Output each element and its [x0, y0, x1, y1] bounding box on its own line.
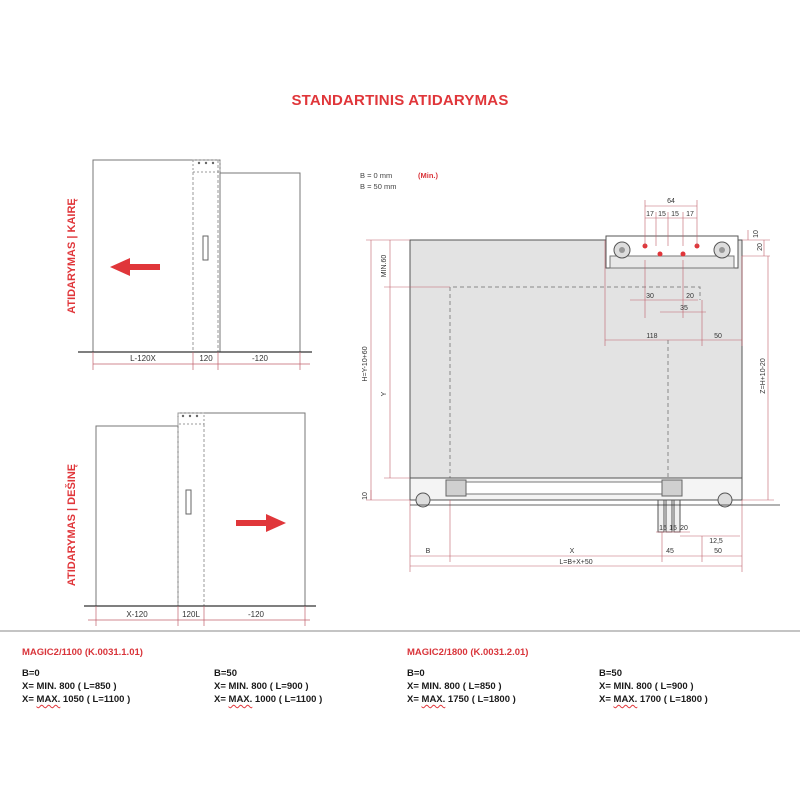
rail-inner	[466, 482, 662, 494]
spec-xmin: X= MIN. 800 ( L=900 )	[599, 681, 694, 692]
dim-118: 118	[646, 333, 658, 340]
spec-xmin: X= MIN. 800 ( L=900 )	[214, 681, 309, 692]
model-heading: MAGIC2/1800 (K.0031.2.01)	[407, 647, 529, 658]
dim-35: 35	[680, 305, 688, 312]
detail-drawing	[360, 171, 780, 572]
spec-xmax-word: MAX.	[228, 694, 253, 705]
spec-b: B=50	[599, 668, 622, 679]
spec-xmax-rest: 1000 ( L=1100 )	[252, 694, 323, 705]
dim-y: Y	[381, 391, 388, 397]
dim-h: H=Y-10+60	[362, 346, 369, 382]
spec-xmin: X= MIN. 800 ( L=850 )	[22, 681, 117, 692]
dim-50-lower: 50	[714, 548, 722, 555]
spec-xmax-rest: 1700 ( L=1800 )	[637, 694, 708, 705]
door-handle	[203, 236, 208, 260]
dim-z: Z=H+10-20	[760, 358, 767, 394]
page-title: STANDARTINIS ATIDARYMAS	[291, 92, 509, 109]
spec-block	[407, 646, 528, 706]
spec-xmax-prefix: X=	[214, 694, 229, 705]
arrow-left-icon	[110, 258, 160, 276]
spec-xmax	[22, 693, 143, 706]
dim-min60: MIN.60	[381, 254, 388, 278]
spec-b: B=0	[407, 668, 425, 679]
door-panel	[93, 160, 220, 352]
dim-15-foot-a: 15	[659, 525, 667, 532]
bolt	[189, 415, 191, 417]
dim-50-upper: 50	[714, 333, 722, 340]
bolt	[196, 415, 198, 417]
dim-20-foot: 20	[680, 525, 688, 532]
note-b0: B = 0 mm	[360, 171, 393, 180]
spec-xmax-rest: 1750 ( L=1800 )	[445, 694, 516, 705]
dim-17a: 17	[646, 211, 654, 218]
spec-xmax-prefix: X=	[407, 694, 422, 705]
note-min: (Min.)	[418, 171, 438, 180]
arrow-right-icon	[236, 514, 286, 532]
dim-15a: 15	[658, 211, 666, 218]
diagram-open-left	[66, 160, 312, 370]
note-b50: B = 50 mm	[360, 182, 397, 191]
side-label-right-open: ATIDARYMAS | DEŠINĘ	[66, 463, 78, 587]
dim-15-foot-b: 15	[669, 525, 677, 532]
spec-block	[599, 667, 708, 706]
bolt	[198, 162, 200, 164]
spec-xmin: X= MIN. 800 ( L=850 )	[407, 681, 502, 692]
dim-label: -120	[251, 354, 269, 363]
rail-clamp	[446, 480, 466, 496]
track-header	[178, 413, 204, 424]
dim-x: X	[569, 548, 575, 555]
dim-20-right: 20	[757, 243, 764, 251]
dim-label: 120	[199, 354, 213, 363]
spec-xmax-prefix: X=	[599, 694, 614, 705]
spec-xmax-word: MAX.	[421, 694, 446, 705]
bolt	[205, 162, 207, 164]
dim-label: L-120X	[130, 354, 156, 363]
dim-64: 64	[667, 198, 675, 205]
spec-block	[22, 646, 143, 706]
spec-xmax	[599, 693, 708, 706]
spec-xmax	[407, 693, 528, 706]
dim-10-bottom: 10	[362, 492, 369, 500]
bolt	[182, 415, 184, 417]
dim-45: 45	[666, 548, 674, 555]
model-heading: MAGIC2/1100 (K.0031.1.01)	[22, 647, 143, 658]
rail-clamp	[662, 480, 682, 496]
dim-12-5: 12,5	[709, 538, 723, 545]
dim-10-top: 10	[753, 230, 760, 238]
spec-xmax-word: MAX.	[613, 694, 638, 705]
side-label-left-open: ATIDARYMAS | KAIRĘ	[66, 198, 78, 314]
dim-total: L=B+X+50	[559, 559, 593, 566]
track-header	[193, 160, 220, 172]
dim-20-mid: 20	[686, 293, 694, 300]
wall-panel	[220, 173, 300, 352]
diagram-open-right	[65, 413, 316, 626]
dim-label: -120	[247, 610, 265, 619]
spec-b: B=0	[22, 668, 40, 679]
door-handle	[186, 490, 191, 514]
dim-b: B	[425, 548, 431, 555]
spec-xmax-prefix: X=	[22, 694, 37, 705]
dim-label: 120L	[182, 610, 200, 619]
door-panel	[178, 413, 305, 606]
dim-15b: 15	[671, 211, 679, 218]
dim-30: 30	[646, 293, 654, 300]
spec-xmax	[214, 693, 322, 706]
spec-block	[214, 667, 322, 706]
wall-panel	[96, 426, 178, 606]
top-carriage	[606, 236, 738, 268]
door-panel-main	[410, 240, 742, 500]
spec-b: B=50	[214, 668, 237, 679]
dim-17b: 17	[686, 211, 694, 218]
dim-label: X-120	[126, 610, 148, 619]
spec-xmax-word: MAX.	[36, 694, 61, 705]
spec-xmax-rest: 1050 ( L=1100 )	[60, 694, 131, 705]
bolt	[212, 162, 214, 164]
